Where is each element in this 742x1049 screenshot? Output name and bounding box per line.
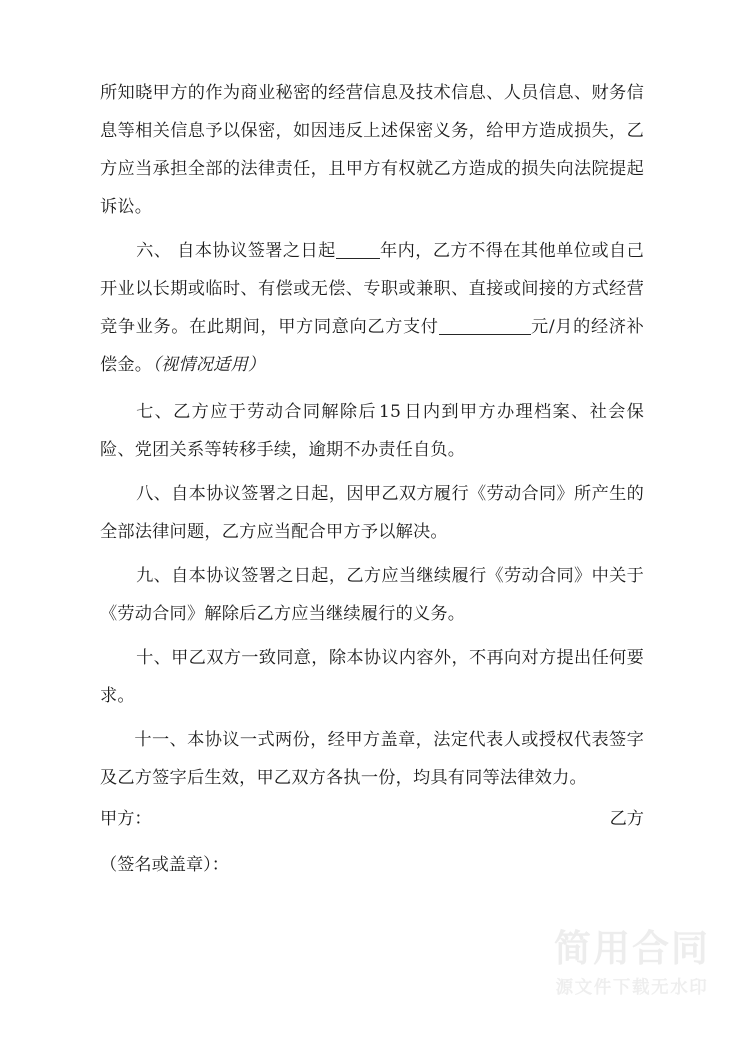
clause-6-compensation-blank[interactable] [439,319,531,335]
clause-9 [100,557,644,633]
party-a-label: 甲方： [100,809,152,829]
paragraph-spacer [100,384,644,393]
watermark-tagline-text: 源文件下载无水印 [555,978,709,998]
clause-11-number: 十一、 [134,730,188,750]
clause-9-number: 九、 [136,566,172,586]
clause-8-number: 八、 [136,484,172,504]
clause-6-applicability-note: （视情况适用） [152,355,266,375]
clause-6-text-part-3: 元/月的经济补偿金。 [100,317,644,375]
clause-10-number: 十、 [136,648,172,668]
party-b-label: 乙方 [609,809,644,829]
clause-9-text: 自本协议签署之日起，乙方应当继续履行《劳动合同》中关于《劳动合同》解除后乙方应当继续履行的义务。 [100,566,645,624]
watermark-brand-text: 简用合同 [554,927,710,971]
signature-row-parties [100,800,644,838]
clause-6-years-blank[interactable] [336,243,380,259]
signature-block [100,800,644,884]
signature-row-seal [100,846,644,884]
clause-8-text: 自本协议签署之日起，因甲乙双方履行《劳动合同》所产生的全部法律问题，乙方应当配合甲方予以解决。 [100,484,645,542]
clause-6 [100,232,644,384]
clause-11-text: 本协议一式两份，经甲方盖章，法定代表人或授权代表签字及乙方签字后生效，甲乙双方各执一份，均具有同等法律效力。 [100,730,645,788]
watermark [554,929,710,999]
clause-11 [100,721,644,797]
clause-7-text-part-2: 日内到甲方办理档案、社会保险、党团关系等转移手续，逾期不办责任自负。 [100,402,644,460]
clause-7-days-value: 15 [378,402,402,422]
document-body [100,74,644,797]
clause-6-number: 六、 [136,241,172,261]
clause-8 [100,475,644,551]
clause-7-text-part-1: 乙方应于劳动合同解除后 [173,402,377,422]
paragraph-continued-confidentiality: 所知晓甲方的作为商业秘密的经营信息及技术信息、人员信息、财务信息等相关信息予以保密，如因违反上述保密义务，给甲方造成损失，乙方应当承担全部的法律责任，且甲方有权就乙方造成的损失向法院提起诉讼。 [100,83,644,217]
clause-10-text: 甲乙双方一致同意，除本协议内容外，不再向对方提出任何要求。 [100,648,645,706]
clause-6-text-part-2: 年内，乙方不得在其他单位或自己开业以长期或临时、有偿或无偿、专职或兼职、直接或间接的方式经营竞争业务。在此期间，甲方同意向乙方支付 [100,241,644,337]
clause-6-text-part-1: 自本协议签署之日起 [171,241,336,261]
clause-10 [100,639,644,715]
seal-label: （签名或盖章）： [100,855,229,875]
clause-7-number: 七、 [136,402,174,422]
clause-7 [100,393,644,469]
